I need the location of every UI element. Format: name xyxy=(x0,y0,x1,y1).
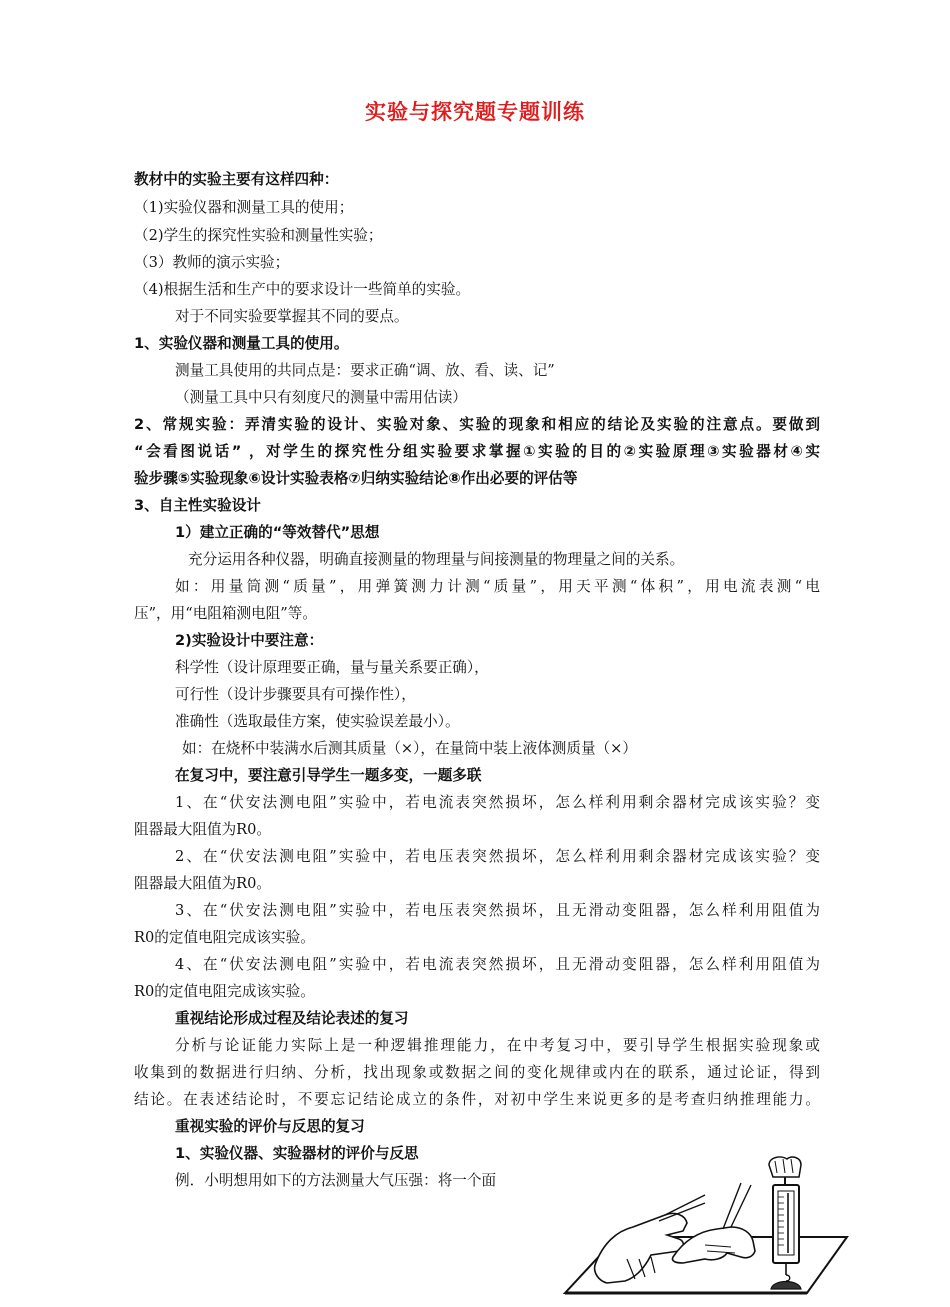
text-line: 压”，用“电阻箱测电阻”等。 xyxy=(134,605,317,622)
text-line: 如：在烧杯中装满水后测其质量（×），在量筒中装上液体测质量（×） xyxy=(182,740,637,757)
text-line: 结论。在表述结论时，不要忘记结论成立的条件，对初中学生来说更多的是考查归纳推理能力。 xyxy=(134,1091,820,1108)
section-heading: 2、常规实验：弄清实验的设计、实验对象、实验的现象和相应的结论及实验的注意点。要做到 xyxy=(134,416,820,433)
text-line: 测量工具使用的共同点是：要求正确“调、放、看、读、记” xyxy=(175,362,555,379)
text-line: 4、在“伏安法测电阻”实验中，若电流表突然损坏，且无滑动变阻器，怎么样利用阻值为 xyxy=(175,956,820,973)
right-hand-icon xyxy=(672,1227,755,1263)
text-line: 验步骤⑤实验现象⑥设计实验表格⑦归纳实验结论⑧作出必要的评估等 xyxy=(134,470,578,487)
text-line: （2)学生的探究性实验和测量性实验； xyxy=(134,227,383,244)
subsection-heading: 1）建立正确的“等效替代”思想 xyxy=(175,524,380,541)
text-line: 分析与论证能力实际上是一种逻辑推理能力，在中考复习中，要引导学生根据实验现象或 xyxy=(175,1037,820,1054)
subsection-heading: 重视结论形成过程及结论表述的复习 xyxy=(175,1010,409,1027)
document-title: 实验与探究题专题训练 xyxy=(365,100,585,124)
text-line: 充分运用各种仪器，明确直接测量的物理量与间接测量的物理量之间的关系。 xyxy=(188,551,685,568)
text-line: 2、在“伏安法测电阻”实验中，若电压表突然损坏，怎么样利用剩余器材完成该实验？变 xyxy=(175,848,820,865)
subsection-heading: 1、实验仪器、实验器材的评价与反思 xyxy=(175,1145,419,1162)
text-line: 教材中的实验主要有这样四种： xyxy=(134,171,339,188)
text-line: 3、在“伏安法测电阻”实验中，若电压表突然损坏，且无滑动变阻器，怎么样利用阻值为 xyxy=(175,902,820,919)
experiment-illustration xyxy=(555,1155,850,1300)
text-line: 阻器最大阻值为R0。 xyxy=(134,875,272,892)
section-heading: 3、自主性实验设计 xyxy=(134,497,261,514)
text-line: 准确性（选取最佳方案，使实验误差最小）。 xyxy=(175,713,460,730)
text-line: （1)实验仪器和测量工具的使用； xyxy=(134,199,354,216)
text-line: R0的定值电阻完成该实验。 xyxy=(134,929,315,946)
section-heading: 1、实验仪器和测量工具的使用。 xyxy=(134,335,349,352)
text-line: （4)根据生活和生产中的要求设计一些简单的实验。 xyxy=(134,281,471,298)
subsection-heading: 2)实验设计中要注意： xyxy=(175,632,324,649)
text-line: （测量工具中只有刻度尺的测量中需用估读） xyxy=(175,389,467,406)
text-line: “会看图说话” ，对学生的探究性分组实验要求掌握①实验的目的②实验原理③实验器材④实 xyxy=(134,443,820,460)
subsection-heading: 重视实验的评价与反思的复习 xyxy=(175,1118,365,1135)
text-line: 阻器最大阻值为R0。 xyxy=(134,821,272,838)
text-line: 1、在“伏安法测电阻”实验中，若电流表突然损坏，怎么样利用剩余器材完成该实验？变 xyxy=(175,794,820,811)
text-line: 科学性（设计原理要正确，量与量关系要正确）， xyxy=(175,659,489,676)
text-line: 如：用量筒测“质量”，用弹簧测力计测“质量”，用天平测“体积”，用电流表测“电 xyxy=(175,578,820,595)
text-line: R0的定值电阻完成该实验。 xyxy=(134,983,315,1000)
text-line: （3）教师的演示实验； xyxy=(134,254,290,271)
text-line: 对于不同实验要掌握其不同的要点。 xyxy=(175,308,409,325)
text-line: 收集到的数据进行归纳、分析，找出现象或数据之间的变化规律或内在的联系，通过论证，得到 xyxy=(134,1064,820,1081)
text-line: 例．小明想用如下的方法测量大气压强：将一个面 xyxy=(175,1172,497,1189)
text-line: 可行性（设计步骤要具有可操作性）， xyxy=(175,686,416,703)
subsection-heading: 在复习中，要注意引导学生一题多变，一题多联 xyxy=(175,767,482,784)
top-hand-icon xyxy=(769,1157,801,1177)
